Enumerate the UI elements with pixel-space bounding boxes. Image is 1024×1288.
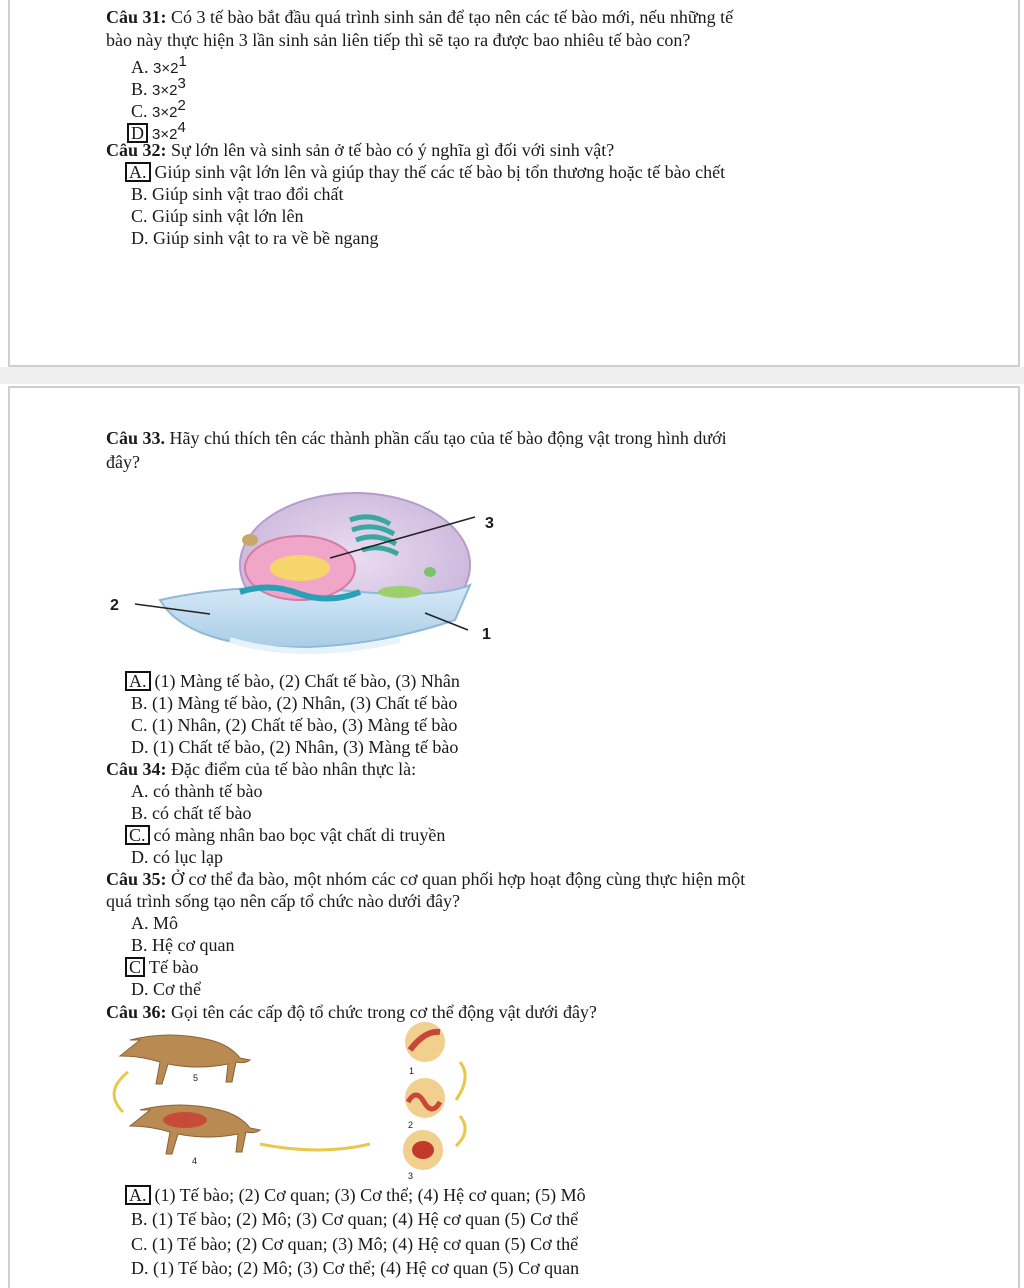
option-text: (1) Màng tế bào, (2) Nhân, (3) Chất tế bào bbox=[152, 693, 458, 713]
card-gap bbox=[0, 367, 1024, 384]
cycle-arrow-right-top bbox=[456, 1062, 465, 1100]
q33-option-d[interactable] bbox=[131, 736, 458, 758]
option-letter: D. bbox=[131, 737, 149, 757]
option-text: Tế bào bbox=[149, 957, 199, 977]
answer-box: C. bbox=[125, 825, 150, 845]
option-letter: C. bbox=[131, 1234, 148, 1254]
organelle-dot bbox=[242, 534, 258, 546]
q36-text: Gọi tên các cấp độ tổ chức trong cơ thể động vật dưới đây? bbox=[166, 1002, 597, 1022]
option-math: 3×2 bbox=[152, 82, 178, 99]
option-letter: C. bbox=[131, 715, 148, 735]
q31-text: Có 3 tế bào bắt đầu quá trình sinh sản để tạo nên các tế bào mới, nếu những tế bbox=[166, 7, 734, 27]
answer-box: A. bbox=[125, 1185, 151, 1205]
option-math: 3×2 bbox=[152, 104, 178, 121]
q31-stem-line1 bbox=[106, 6, 733, 28]
q36-option-d[interactable] bbox=[131, 1257, 579, 1279]
q33-text: Hãy chú thích tên các thành phần cấu tạo của tế bào động vật trong hình dưới bbox=[165, 428, 727, 448]
option-letter: B. bbox=[131, 935, 148, 955]
option-text: (1) Màng tế bào, (2) Chất tế bào, (3) Nhân bbox=[154, 671, 460, 691]
option-letter: D. bbox=[131, 979, 149, 999]
option-letter: B. bbox=[131, 184, 148, 204]
organization-levels-figure bbox=[100, 1020, 480, 1180]
option-text: Giúp sinh vật lớn lên và giúp thay thế các tế bào bị tổn thương hoặc tế bào chết bbox=[154, 162, 726, 182]
answer-box: A. bbox=[125, 671, 151, 691]
option-text: (1) Tế bào; (2) Mô; (3) Cơ thể; (4) Hệ cơ quan (5) Cơ quan bbox=[153, 1258, 580, 1278]
q35-option-b[interactable] bbox=[131, 934, 235, 956]
option-letter: A. bbox=[131, 913, 149, 933]
option-text: Giúp sinh vật to ra về bề ngang bbox=[153, 228, 379, 248]
q32-option-a[interactable] bbox=[125, 161, 725, 183]
q32-label: Câu 32: bbox=[106, 140, 167, 160]
option-letter: B. bbox=[131, 1209, 148, 1229]
option-text: có thành tế bào bbox=[153, 781, 263, 801]
q33-stem-line2: đây? bbox=[106, 452, 140, 472]
option-letter: C. bbox=[131, 206, 148, 226]
q32-text: Sự lớn lên và sinh sản ở tế bào có ý nghĩa gì đối với sinh vật? bbox=[166, 140, 615, 160]
q34-text: Đặc điểm của tế bào nhân thực là: bbox=[166, 759, 417, 779]
q35-stem-line2: quá trình sống tạo nên cấp tổ chức nào dưới đây? bbox=[106, 891, 460, 911]
option-exponent: 3 bbox=[177, 75, 186, 92]
option-letter: B. bbox=[131, 693, 148, 713]
option-letter: A. bbox=[131, 57, 149, 77]
figure36-label-5: 5 bbox=[193, 1073, 199, 1083]
q35-stem-line1 bbox=[106, 868, 745, 890]
option-text: (1) Tế bào; (2) Mô; (3) Cơ quan; (4) Hệ cơ quan (5) Cơ thể bbox=[152, 1209, 579, 1229]
option-text: có lục lạp bbox=[153, 847, 223, 867]
option-text: (1) Tế bào; (2) Cơ quan; (3) Cơ thể; (4) Hệ cơ quan; (5) Mô bbox=[154, 1185, 586, 1205]
option-letter: D. bbox=[131, 847, 149, 867]
q34-option-a[interactable] bbox=[131, 780, 262, 802]
q34-option-c[interactable] bbox=[125, 824, 445, 846]
organ-heart-icon bbox=[412, 1141, 434, 1159]
option-letter: A. bbox=[131, 781, 149, 801]
option-exponent: 1 bbox=[178, 53, 187, 70]
figure-label-2: 2 bbox=[110, 597, 119, 614]
option-letter: D. bbox=[131, 228, 149, 248]
q34-option-b[interactable] bbox=[131, 802, 251, 824]
q33-option-b[interactable] bbox=[131, 692, 457, 714]
q35-text: Ở cơ thể đa bào, một nhóm các cơ quan phối hợp hoạt động cùng thực hiện một bbox=[166, 869, 746, 889]
figure36-label-2: 2 bbox=[408, 1120, 414, 1130]
answer-box: C bbox=[125, 957, 145, 977]
animal-organs-icon bbox=[130, 1105, 260, 1154]
option-text: có chất tế bào bbox=[152, 803, 252, 823]
animal-body-icon bbox=[120, 1035, 250, 1084]
animal-cell-figure bbox=[100, 480, 520, 665]
q31-stem-line2: bào này thực hiện 3 lần sinh sản liên tiếp thì sẽ tạo ra được bao nhiêu tế bào con? bbox=[106, 30, 691, 50]
option-text: (1) Nhân, (2) Chất tế bào, (3) Màng tế bào bbox=[152, 715, 458, 735]
option-text: Giúp sinh vật lớn lên bbox=[152, 206, 304, 226]
answer-box: D bbox=[127, 123, 148, 143]
cycle-arrow-right-bottom bbox=[456, 1116, 465, 1146]
figure36-label-3: 3 bbox=[408, 1171, 414, 1181]
option-letter: D. bbox=[131, 1258, 149, 1278]
q35-option-c[interactable] bbox=[125, 956, 199, 978]
q33-stem-line1 bbox=[106, 427, 727, 449]
option-text: Giúp sinh vật trao đổi chất bbox=[152, 184, 344, 204]
option-letter: B. bbox=[131, 79, 148, 99]
q36-option-c[interactable] bbox=[131, 1233, 578, 1255]
option-math: 3×2 bbox=[152, 126, 178, 143]
q34-stem bbox=[106, 758, 416, 780]
q34-label: Câu 34: bbox=[106, 759, 167, 779]
option-text: Cơ thể bbox=[153, 979, 202, 999]
nucleolus bbox=[270, 555, 330, 581]
option-exponent: 2 bbox=[177, 97, 186, 114]
figure36-label-4: 4 bbox=[192, 1156, 198, 1166]
option-text: (1) Tế bào; (2) Cơ quan; (3) Mô; (4) Hệ cơ quan (5) Cơ thể bbox=[152, 1234, 579, 1254]
q31-label: Câu 31: bbox=[106, 7, 167, 27]
answer-box: A. bbox=[125, 162, 151, 182]
option-text: Mô bbox=[153, 913, 179, 933]
q36-option-b[interactable] bbox=[131, 1208, 578, 1230]
q32-option-c[interactable] bbox=[131, 205, 304, 227]
cycle-arrow-bottom bbox=[260, 1144, 370, 1150]
vesicle bbox=[424, 567, 436, 577]
option-text: (1) Chất tế bào, (2) Nhân, (3) Màng tế bào bbox=[153, 737, 459, 757]
q33-option-c[interactable] bbox=[131, 714, 457, 736]
organ-system-highlight bbox=[163, 1112, 207, 1128]
figure-label-3: 3 bbox=[485, 515, 494, 532]
mitochondrion bbox=[378, 586, 422, 598]
q32-option-d[interactable] bbox=[131, 227, 378, 249]
q35-option-d[interactable] bbox=[131, 978, 201, 1000]
option-letter: C. bbox=[131, 101, 148, 121]
q33-label: Câu 33. bbox=[106, 428, 166, 448]
q36-label: Câu 36: bbox=[106, 1002, 167, 1022]
option-math: 3×2 bbox=[153, 60, 179, 77]
option-letter: B. bbox=[131, 803, 148, 823]
option-text: Hệ cơ quan bbox=[152, 935, 235, 955]
q34-option-d[interactable] bbox=[131, 846, 223, 868]
q32-stem bbox=[106, 139, 614, 161]
cycle-arrow-left bbox=[114, 1072, 128, 1112]
cell-level-icon bbox=[405, 1022, 445, 1062]
option-text: có màng nhân bao bọc vật chất di truyền bbox=[153, 825, 446, 845]
q33-option-a[interactable] bbox=[125, 670, 460, 692]
q32-option-b[interactable] bbox=[131, 183, 343, 205]
q35-label: Câu 35: bbox=[106, 869, 167, 889]
figure-label-1: 1 bbox=[482, 626, 491, 643]
q36-option-a[interactable] bbox=[125, 1184, 586, 1206]
q35-option-a[interactable] bbox=[131, 912, 178, 934]
option-exponent: 4 bbox=[177, 119, 186, 136]
figure36-label-1: 1 bbox=[409, 1066, 415, 1076]
